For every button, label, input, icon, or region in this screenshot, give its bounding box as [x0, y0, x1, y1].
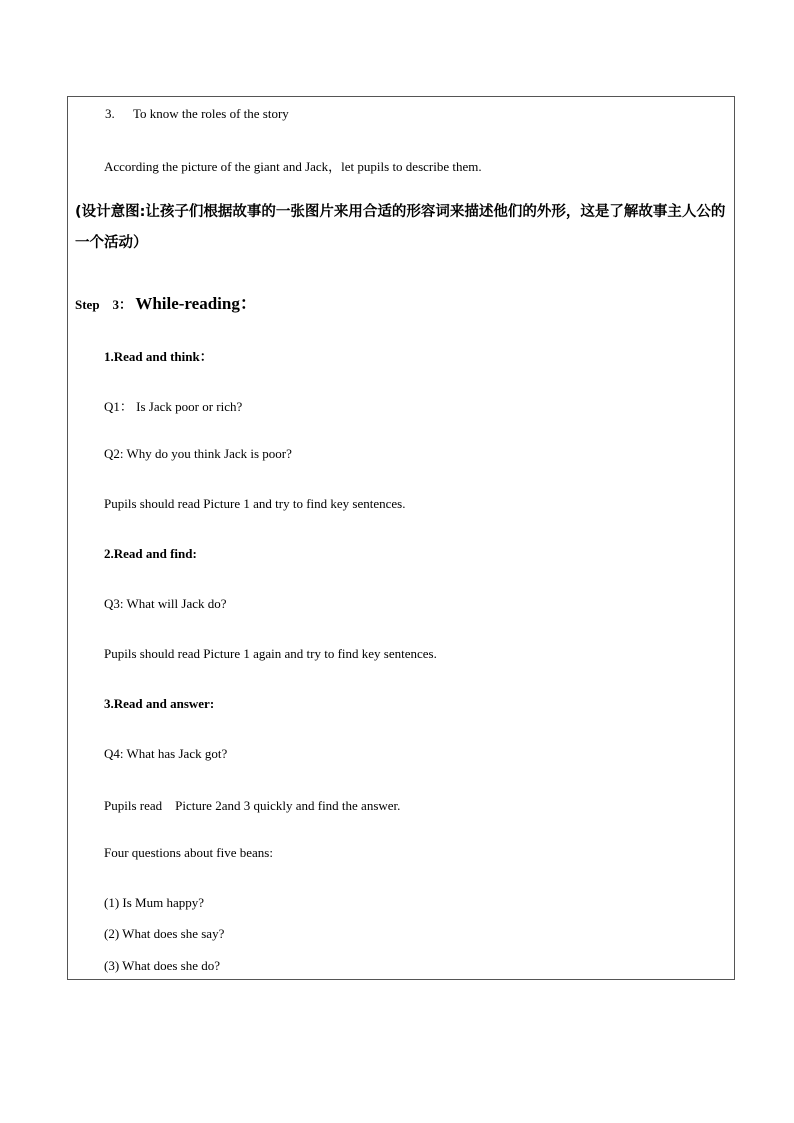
step-3-heading: [75, 289, 257, 314]
read-answer-heading: 3.Read and answer:: [104, 696, 215, 711]
section-3-number: 3.: [105, 106, 115, 121]
read-answer-instruction: Pupils read Picture 2and 3 quickly and find the answer.: [104, 798, 401, 813]
question-2: Q2: Why do you think Jack is poor?: [104, 446, 292, 461]
read-think-instruction: Pupils should read Picture 1 and try to find key sentences.: [104, 496, 406, 511]
step-3-prefix: Step 3：: [75, 297, 133, 312]
lesson-plan-frame: [67, 96, 735, 980]
section-3-body: According the picture of the giant and Jack，let pupils to describe them.: [104, 159, 482, 174]
list-item: (2) What does she say?: [104, 926, 225, 941]
read-find-heading: 2.Read and find:: [104, 546, 197, 561]
beans-questions-intro: Four questions about five beans:: [104, 845, 273, 860]
question-4: Q4: What has Jack got?: [104, 746, 228, 761]
question-1: Q1： Is Jack poor or rich?: [104, 399, 243, 414]
section-3-heading: [105, 106, 289, 122]
read-find-instruction: Pupils should read Picture 1 again and try to find key sentences.: [104, 646, 437, 661]
question-3: Q3: What will Jack do?: [104, 596, 227, 611]
list-item: (3) What does she do?: [104, 958, 221, 973]
design-intent-note: (设计意图:让孩子们根据故事的一张图片来用合适的形容词来描述他们的外形，这是了解故事主人公的一个活动）: [75, 204, 726, 251]
read-think-heading: 1.Read and think：: [104, 349, 213, 364]
section-3-title: To know the roles of the story: [133, 106, 289, 121]
list-item: (1) Is Mum happy?: [104, 895, 205, 910]
step-3-title: While-reading：: [135, 294, 257, 313]
